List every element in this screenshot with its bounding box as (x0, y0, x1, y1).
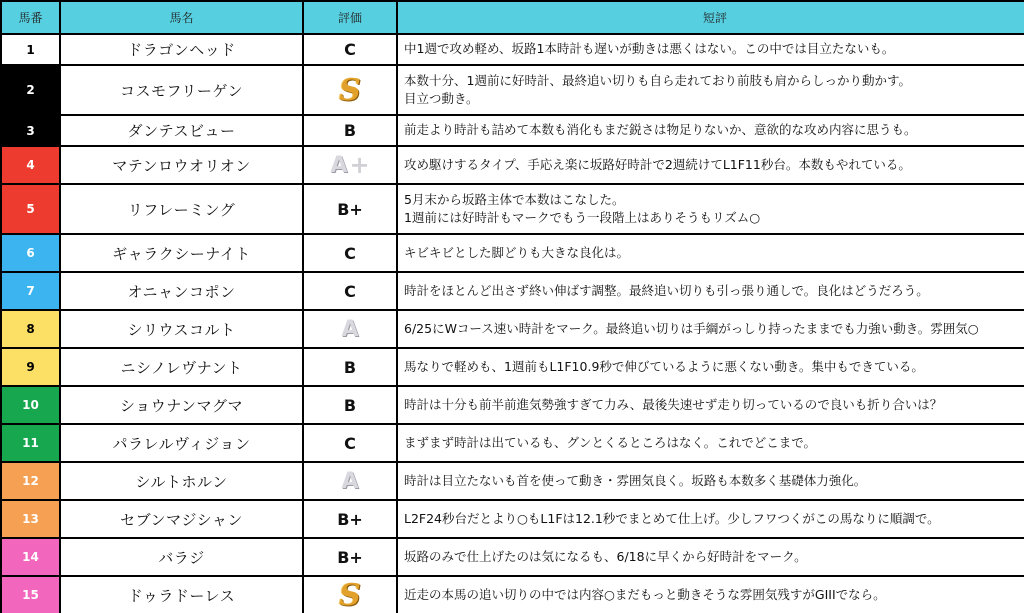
horse-number: 1 (2, 35, 59, 64)
horse-name: ドラゴンヘッド (61, 35, 302, 64)
horse-number: 9 (2, 349, 59, 385)
grade-value: B+ (337, 547, 363, 567)
comment-line: 前走より時計も詰めて本数も消化もまだ鋭さは物足りないか、意欲的な攻め内容に思うも。 (404, 122, 917, 138)
grade-value: C (344, 433, 356, 453)
horse-name: オニャンコポン (61, 273, 302, 309)
grade-value: C (344, 243, 356, 263)
horse-name: シリウスコルト (61, 311, 302, 347)
comment-line: 時計をほとんど出さず終い伸ばす調整。最終追い切りも引っ張り通しで。良化はどうだろう。 (404, 282, 929, 298)
horse-number: 14 (2, 539, 59, 575)
header-grade: 評価 (304, 2, 396, 33)
comment-line: 時計は目立たないも首を使って動き・雰囲気良く。坂路も本数多く基礎体力強化。 (404, 472, 867, 488)
grade-value: B (343, 395, 357, 415)
header-name: 馬名 (61, 2, 302, 33)
horse-comment (398, 235, 1024, 271)
grade-value: C (344, 281, 356, 301)
header-number: 馬番 (2, 2, 59, 33)
grade-value: A (341, 468, 359, 494)
horse-grade (304, 35, 396, 64)
comment-line: 5月末から坂路主体で本数はこなした。 (404, 191, 625, 207)
horse-number: 11 (2, 425, 59, 461)
grade-plus: + (349, 151, 370, 179)
horse-name: コスモフリーゲン (61, 66, 302, 114)
horse-comment (398, 185, 1024, 233)
comment-line: 1週前には好時計もマークでもう一段階上はありそうもリズム○ (404, 210, 761, 225)
horse-name: バラジ (61, 539, 302, 575)
horse-name: ドゥラドーレス (61, 577, 302, 613)
horse-grade (304, 425, 396, 461)
horse-name: リフレーミング (61, 185, 302, 233)
grade-value: A (330, 152, 348, 178)
horse-comment (398, 116, 1024, 145)
horse-comment (398, 35, 1024, 64)
horse-grade (304, 235, 396, 271)
grade-value: S (339, 577, 361, 613)
horse-grade (304, 387, 396, 423)
grade-value: B+ (337, 509, 363, 529)
horse-grade (304, 185, 396, 233)
horse-comment (398, 425, 1024, 461)
horse-grade (304, 66, 396, 114)
horse-name: セブンマジシャン (61, 501, 302, 537)
horse-number: 12 (2, 463, 59, 499)
horse-number: 10 (2, 387, 59, 423)
horse-number: 4 (2, 147, 59, 183)
horse-number: 7 (2, 273, 59, 309)
comment-line: L2F24秒台だとより○もL1Fは12.1秒でまとめて仕上げ。少しフワつくがこの馬なりに順調で。 (404, 510, 940, 526)
horse-comment (398, 311, 1024, 347)
grade-value: S (339, 72, 361, 108)
horse-grade (304, 116, 396, 145)
horse-name: ギャラクシーナイト (61, 235, 302, 271)
horse-number: 6 (2, 235, 59, 271)
horse-grade (304, 349, 396, 385)
horse-comment (398, 577, 1024, 613)
horse-comment (398, 66, 1024, 114)
horse-number: 13 (2, 501, 59, 537)
horse-comment (398, 147, 1024, 183)
horse-grade (304, 501, 396, 537)
horse-number: 5 (2, 185, 59, 233)
comment-line: 攻め駆けするタイプ、手応え楽に坂路好時計で2週続けてL1F11秒台。本数もやれている。 (404, 156, 911, 172)
grade-value: B+ (337, 199, 363, 219)
horse-grade (304, 463, 396, 499)
comment-line: 坂路のみで仕上げたのは気になるも、6/18に早くから好時計をマーク。 (404, 548, 807, 564)
horse-name: マテンロウオリオン (61, 147, 302, 183)
horse-number: 2 (2, 66, 59, 114)
horse-name: シルトホルン (61, 463, 302, 499)
horse-comment (398, 273, 1024, 309)
comment-line: 時計は十分も前半前進気勢強すぎて力み、最後失速せず走り切っているので良いも折り合いは？ (404, 396, 943, 412)
horse-name: ニシノレヴナント (61, 349, 302, 385)
horse-grade (304, 577, 396, 613)
horse-comment (398, 349, 1024, 385)
comment-line: 馬なりで軽めも、1週前もL1F10.9秒で伸びているように悪くない動き。集中もできている。 (404, 358, 924, 374)
comment-line: 中1週で攻め軽め、坂路1本時計も遅いが動きは悪くはない。この中では目立たないも。 (404, 41, 895, 57)
comment-line: まずまず時計は出ているも、グンとくるところはなく。これでどこまで。 (404, 434, 817, 450)
horse-number: 8 (2, 311, 59, 347)
horse-comment (398, 463, 1024, 499)
grade-value: B (343, 357, 357, 377)
horse-comment (398, 501, 1024, 537)
grade-value: C (344, 40, 356, 59)
horse-grade (304, 311, 396, 347)
comment-line: キビキビとした脚どりも大きな良化は。 (404, 244, 630, 260)
horse-comment (398, 387, 1024, 423)
grade-value: A (341, 316, 359, 342)
horse-grade (304, 539, 396, 575)
horse-name: パラレルヴィジョン (61, 425, 302, 461)
horse-number: 15 (2, 577, 59, 613)
header-comment: 短評 (398, 2, 1024, 33)
horse-grade (304, 273, 396, 309)
horse-name: ショウナンマグマ (61, 387, 302, 423)
comment-line: 近走の本馬の追い切りの中では内容○まだもっと動きそうな雰囲気残すがGIIIでなら。 (404, 586, 886, 602)
comment-line: 本数十分、1週前に好時計、最終追い切りも自ら走れており前肢も肩からしっかり動かす。 (404, 72, 911, 88)
horse-number: 3 (2, 116, 59, 145)
comment-line: 目立つ動き。 (404, 91, 479, 106)
comment-line: 6/25にWコース速い時計をマーク。最終追い切りは手綱がっしり持ったままでも力強い動き。雰囲気○ (404, 320, 979, 336)
grade-value: B (343, 121, 357, 140)
horse-comment (398, 539, 1024, 575)
horse-name: ダンテスビュー (61, 116, 302, 145)
horse-grade (304, 147, 396, 183)
